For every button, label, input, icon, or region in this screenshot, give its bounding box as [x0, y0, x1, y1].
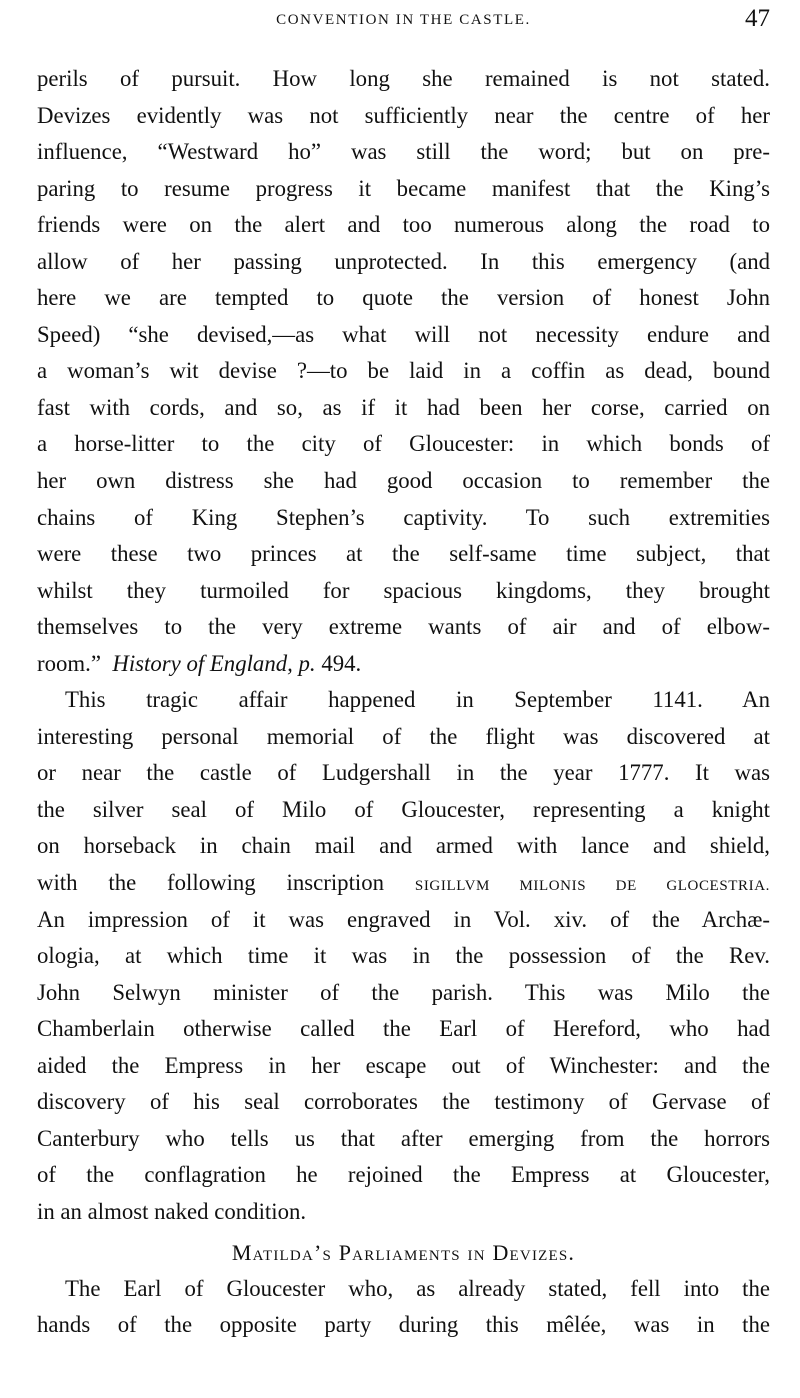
- inscription-line: [37, 865, 770, 902]
- text-line: a woman’s wit devise ?—to be laid in a coffin as dead, bound: [37, 358, 770, 384]
- text-line: discovery of his seal corroborates the testimony of Gervase of: [37, 1089, 770, 1115]
- text-line: were these two princes at the self-same time subject, that: [37, 541, 770, 567]
- text-line: The Earl of Gloucester who, as already stated, fell into the: [65, 1275, 770, 1301]
- running-title: CONVENTION IN THE CASTLE.: [276, 12, 531, 28]
- page-number: 47: [745, 5, 770, 32]
- text-line: a horse-litter to the city of Gloucester: in which bonds of: [37, 431, 770, 457]
- citation-line: [37, 646, 770, 683]
- text-line: Chamberlain otherwise called the Earl of Hereford, who had: [37, 1016, 770, 1042]
- text-line: interesting personal memorial of the flight was discovered at: [37, 723, 770, 749]
- text-line: friends were on the alert and too numerous along the road to: [37, 212, 770, 238]
- text-line: Speed) “she devised,—as what will not necessity endure and: [37, 321, 770, 347]
- text-line: perils of pursuit. How long she remained is not stated.: [37, 66, 770, 91]
- text-line: This tragic affair happened in September 1141. An: [65, 687, 770, 713]
- running-head: [37, 0, 770, 40]
- book-page: [37, 0, 770, 1344]
- text-line: the silver seal of Milo of Gloucester, representing a knight: [37, 796, 770, 822]
- text-line: themselves to the very extreme wants of air and of elbow-: [37, 614, 770, 640]
- text-line: chains of King Stephen’s captivity. To such extremities: [37, 504, 770, 530]
- text-line: influence, “Westward ho” was still the word; but on pre-: [37, 139, 770, 165]
- text-line: fast with cords, and so, as if it had been her corse, carried on: [37, 394, 770, 420]
- citation-title: History of England, p.: [112, 650, 316, 676]
- text-line: whilst they turmoiled for spacious kingdoms, they brought: [37, 577, 770, 603]
- text-line: ologia, at which time it was in the possession of the Rev.: [37, 943, 770, 969]
- text-line: allow of her passing unprotected. In this emergency (and: [37, 248, 770, 274]
- text-line: in an almost naked condition.: [37, 1198, 307, 1224]
- citation-page: 494.: [321, 650, 362, 676]
- text-line: of the conflagration he rejoined the Empress at Gloucester,: [37, 1162, 770, 1188]
- text-line: on horseback in chain mail and armed with lance and shield,: [37, 833, 770, 859]
- text-line: hands of the opposite party during this mêlée, was in the: [37, 1312, 770, 1338]
- text-line: her own distress she had good occasion to remember the: [37, 468, 770, 494]
- seal-inscription: SIGILLVM MILONIS DE GLOCESTRIA.: [414, 878, 771, 895]
- text-line: aided the Empress in her escape out of Winchester: and the: [37, 1052, 770, 1078]
- body-text: [37, 61, 770, 1344]
- text-line: paring to resume progress it became manifest that the King’s: [37, 175, 770, 201]
- text-line: John Selwyn minister of the parish. This was Milo the: [37, 979, 770, 1005]
- text-line: or near the castle of Ludgershall in the year 1777. It was: [37, 760, 770, 786]
- text-line: Devizes evidently was not sufficiently near the centre of her: [37, 102, 770, 128]
- inscription-intro: with the following inscription: [37, 870, 385, 896]
- section-heading: Matilda’s Parliaments in Devizes.: [231, 1239, 576, 1265]
- text-line: here we are tempted to quote the version of honest John: [37, 285, 770, 311]
- text-line: An impression of it was engraved in Vol. xiv. of the Archæ-: [37, 906, 770, 932]
- text-line: Canterbury who tells us that after emerging from the horrors: [37, 1125, 770, 1151]
- closing-quote: room.”: [37, 650, 101, 676]
